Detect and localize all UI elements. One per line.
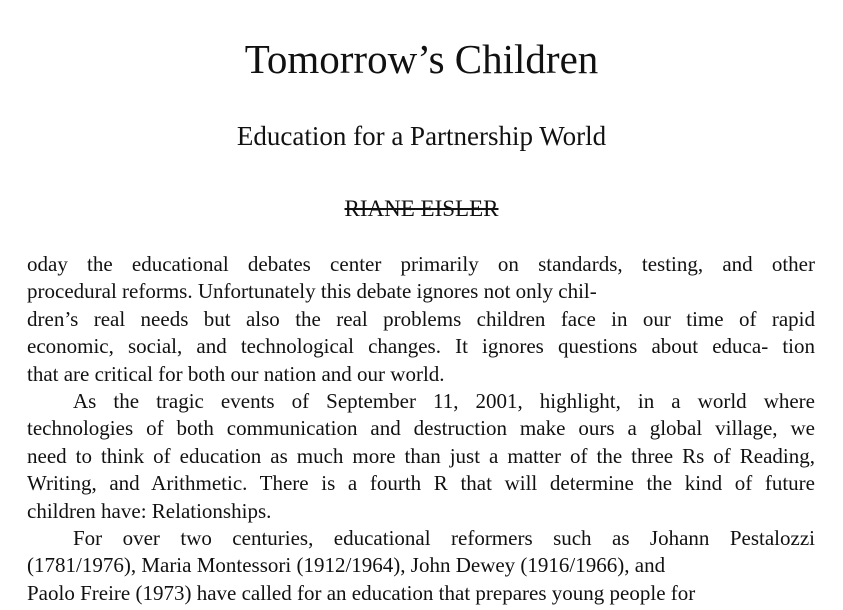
text-line: that are critical for both our nation and our world. bbox=[27, 361, 445, 386]
text-line: For over two centuries, educational reformers such as Johann Pestalozzi bbox=[73, 526, 815, 551]
text-line: children have: Relationships. bbox=[27, 498, 272, 523]
text-line: (1781/1976), Maria Montessori (1912/1964), John Dewey (1916/1966), and bbox=[27, 553, 666, 578]
text-line: Writing, and Arithmetic. There is a fourth R that will determine the kind of future bbox=[27, 471, 815, 496]
author-name: RIANE EISLER bbox=[344, 196, 499, 221]
text-line: need to think of education as much more than just a matter of the three Rs of Reading, bbox=[27, 443, 815, 468]
page-title: Tomorrow’s Children bbox=[244, 36, 599, 82]
page-subtitle: Education for a Partnership World bbox=[236, 121, 607, 151]
text-line: technologies of both communication and destruction make ours a global village, we bbox=[27, 416, 815, 441]
text-line: As the tragic events of September 11, 2001, highlight, in a world where bbox=[73, 389, 815, 414]
text-line: oday the educational debates center primarily on standards, testing, and other bbox=[27, 252, 815, 276]
text-line: economic, social, and technological changes. It ignores questions about educa- tion bbox=[27, 334, 815, 359]
body-text bbox=[27, 251, 815, 607]
text-line: Paolo Freire (1973) have called for an education that prepares young people for bbox=[27, 580, 696, 605]
text-line: procedural reforms. Unfortunately this debate ignores not only chil- bbox=[27, 279, 597, 304]
text-line: dren’s real needs but also the real problems children face in our time of rapid bbox=[27, 306, 815, 331]
